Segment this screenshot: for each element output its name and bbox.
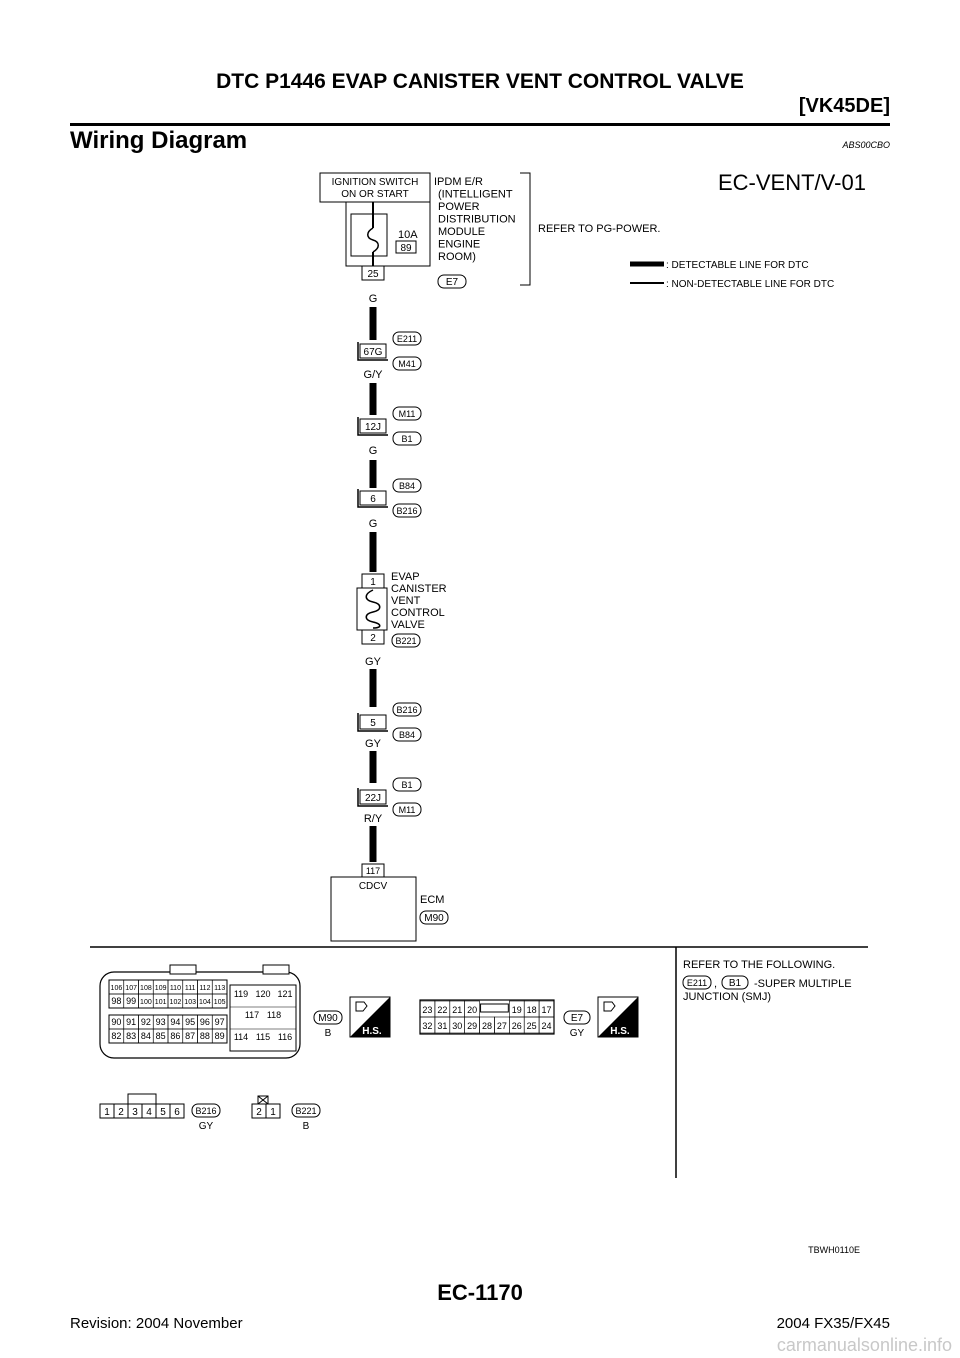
junction-connector-top: B216 [396, 705, 418, 715]
junction-terminal: 5 [370, 718, 376, 729]
junction-connector-bottom: B1 [401, 434, 413, 444]
refer-title: REFER TO THE FOLLOWING. [683, 959, 836, 971]
m90-pin: 115 [255, 1032, 271, 1042]
junction-connector-bottom: B216 [396, 506, 418, 516]
ipdm-bracket [520, 173, 530, 285]
m90-pin: 105 [213, 999, 226, 1006]
m90-pin: 100 [140, 999, 152, 1006]
m90-pin: 93 [155, 1017, 166, 1027]
junction-connector [358, 407, 421, 445]
e7-pin: 22 [437, 1005, 448, 1015]
b216-key [128, 1094, 156, 1104]
m90-pin: 106 [110, 985, 123, 992]
junction-connector [358, 479, 421, 517]
engine-tag: [VK45DE] [798, 95, 890, 117]
m90-pin: 110 [169, 985, 181, 992]
svg-text:H.S.: H.S. [362, 1026, 382, 1037]
m90-pin: 116 [277, 1032, 293, 1042]
e7-pin: 26 [511, 1021, 522, 1031]
m90-pin: 82 [111, 1031, 122, 1041]
junction-terminal: 6 [370, 494, 376, 505]
m90-pin: 117 [244, 1010, 260, 1020]
valve-pin-1: 1 [370, 577, 376, 588]
ipdm-label-line: ENGINE [438, 238, 481, 251]
wire-color-label: GY [365, 656, 381, 668]
section-title: Wiring Diagram [70, 127, 248, 154]
connector-b216 [100, 1104, 184, 1118]
junction-connector-top: B1 [401, 780, 413, 790]
e7-pin-grid [420, 1001, 554, 1033]
ipdm-label-line: MODULE [438, 226, 486, 238]
b221-pin: 1 [270, 1107, 276, 1118]
m90-pin: 83 [126, 1031, 137, 1041]
m90-pin: 96 [199, 1017, 210, 1027]
wire-color-label: R/Y [363, 813, 383, 825]
valve-label-line: VALVE [391, 619, 425, 631]
model: 2004 FX35/FX45 [776, 1315, 890, 1332]
m90-pin: 85 [155, 1031, 166, 1041]
valve-label-line: CONTROL [391, 607, 445, 619]
m90-pin: 95 [185, 1017, 196, 1027]
m90-pin: 97 [214, 1017, 225, 1027]
ecm-terminal: 117 [365, 866, 381, 876]
section-code: ABS00CBO [842, 140, 890, 150]
e7-pin: 19 [511, 1005, 522, 1015]
ipdm-label-line: IPDM E/R [434, 176, 483, 188]
junction-connector [358, 703, 421, 741]
m90-pin: 98 [111, 996, 122, 1006]
e7-pin: 23 [422, 1005, 433, 1015]
valve-body [357, 588, 387, 630]
b216-color: GY [198, 1121, 214, 1132]
figure-code: TBWH0110E [808, 1245, 860, 1255]
watermark: carmanualsonline.info [776, 1335, 952, 1355]
valve-label-line: EVAP [391, 571, 420, 583]
b216-pin: 2 [118, 1107, 124, 1118]
valve-label [391, 571, 447, 631]
wire-color-label: G/Y [363, 369, 383, 381]
m90-pin: 104 [199, 999, 211, 1006]
b221-name: B221 [295, 1106, 317, 1116]
wire-color-label: GY [365, 738, 381, 750]
m90-pin: 91 [126, 1017, 137, 1027]
ipdm-label-line: ROOM) [438, 251, 476, 263]
ignition-label-1: IGNITION SWITCH [331, 177, 419, 188]
m90-pin: 118 [266, 1010, 282, 1020]
b221-key-icon [258, 1096, 268, 1104]
m90-name: M90 [318, 1013, 338, 1024]
wire-color-label: G [368, 293, 378, 305]
valve-label-line: VENT [391, 595, 421, 607]
b216-pin: 1 [104, 1107, 110, 1118]
wire-color-label: G [368, 518, 378, 530]
e7-pin: 25 [526, 1021, 537, 1031]
m90-pin: 107 [125, 985, 137, 992]
ipdm-label-line: POWER [438, 201, 480, 213]
fuse-number: 89 [400, 243, 412, 254]
b221-pin: 2 [256, 1107, 262, 1118]
b216-pin: 5 [160, 1107, 166, 1118]
ipdm-terminal: 25 [367, 269, 379, 280]
m90-pin: 113 [214, 985, 226, 992]
e7-pin: 20 [467, 1005, 478, 1015]
e7-name: E7 [570, 1013, 584, 1024]
refer-power: REFER TO PG-POWER. [538, 223, 661, 235]
m90-pin: 87 [185, 1031, 196, 1041]
junction-connector-top: E211 [396, 334, 418, 344]
b216-pin: 3 [132, 1107, 138, 1118]
e7-pin: 24 [541, 1021, 552, 1031]
refer-conn2: B1 [728, 978, 742, 989]
e7-pin: 30 [452, 1021, 463, 1031]
ipdm-label-line: DISTRIBUTION [438, 213, 516, 226]
m90-pin: 103 [184, 999, 196, 1006]
e7-pin: 18 [526, 1005, 537, 1015]
m90-pin: 119 [233, 989, 249, 999]
ipdm-label-line: (INTELLIGENT [438, 188, 513, 201]
m90-pin: 109 [154, 985, 167, 992]
junction-connector-top: M11 [398, 409, 416, 419]
junction-terminal: 12J [364, 422, 382, 433]
svg-text:H.S.: H.S. [610, 1026, 630, 1037]
m90-pin: 101 [154, 999, 167, 1006]
m90-color: B [324, 1028, 332, 1039]
page-title: DTC P1446 EVAP CANISTER VENT CONTROL VALVE [216, 70, 744, 93]
e7-pin: 21 [452, 1005, 463, 1015]
junction-terminal: 22J [364, 793, 382, 804]
b221-color: B [302, 1121, 310, 1132]
wire-color-label: G [368, 445, 378, 457]
e7-pin: 29 [467, 1021, 478, 1031]
ipdm-connector: E7 [445, 277, 459, 288]
b216-pin: 4 [146, 1107, 152, 1118]
m90-pin: 121 [277, 989, 293, 999]
m90-pin: 86 [170, 1031, 181, 1041]
refer-sep: , [714, 978, 718, 990]
m90-pin-right [230, 985, 296, 1051]
junction-connector [358, 778, 421, 816]
fuse-holder [351, 214, 387, 256]
revision: Revision: 2004 November [70, 1315, 243, 1332]
refer-desc-1: -SUPER MULTIPLE [754, 978, 852, 990]
diagram-id: EC-VENT/V-01 [718, 170, 866, 195]
ecm-signal: CDCV [358, 881, 388, 892]
junction-connector-bottom: B84 [398, 730, 416, 740]
b216-pin: 6 [174, 1107, 180, 1118]
e7-pin: 32 [422, 1021, 433, 1031]
hs-icon [598, 997, 638, 1037]
valve-label-line: CANISTER [391, 583, 447, 595]
refer-conn1: E211 [686, 978, 708, 988]
m90-pin: 114 [233, 1032, 249, 1042]
ipdm-label [434, 176, 516, 263]
refer-desc-2: JUNCTION (SMJ) [683, 991, 771, 1003]
e7-pin: 28 [481, 1021, 493, 1031]
junction-terminal: 67G [363, 347, 383, 358]
m90-pin: 89 [214, 1031, 225, 1041]
valve-pin-2: 2 [370, 633, 376, 644]
m90-pin: 84 [140, 1031, 151, 1041]
fuse-rating: 10A [398, 229, 418, 241]
e7-key [481, 1004, 509, 1012]
valve-connector: B221 [395, 636, 417, 646]
legend-detectable-label: : DETECTABLE LINE FOR DTC [666, 260, 809, 271]
junction-connector [358, 332, 421, 370]
ignition-label-2: ON OR START [341, 189, 409, 200]
e7-color: GY [569, 1028, 585, 1039]
junction-connector-bottom: M11 [398, 805, 416, 815]
e7-pin: 31 [437, 1021, 448, 1031]
page-number: EC-1170 [437, 1280, 523, 1305]
b216-name: B216 [195, 1106, 217, 1116]
e7-pin: 27 [496, 1021, 507, 1031]
m90-pin: 94 [170, 1017, 181, 1027]
m90-pin: 112 [199, 985, 211, 992]
m90-pin: 92 [140, 1017, 151, 1027]
m90-pin: 90 [111, 1017, 122, 1027]
m90-pin: 108 [140, 985, 152, 992]
ecm-label: ECM [420, 894, 445, 906]
m90-pin: 111 [184, 985, 196, 992]
m90-pin: 88 [199, 1031, 210, 1041]
connector-b221 [252, 1104, 280, 1118]
e7-pin: 17 [541, 1005, 552, 1015]
m90-pin: 102 [169, 999, 182, 1006]
legend-non-detectable-label: : NON-DETECTABLE LINE FOR DTC [666, 279, 835, 290]
m90-pin: 99 [126, 996, 137, 1006]
junction-connector-bottom: M41 [398, 359, 416, 369]
junction-connector-top: B84 [398, 481, 416, 491]
hs-icon [350, 997, 390, 1037]
ecm-connector: M90 [424, 913, 444, 924]
m90-pin: 120 [255, 989, 271, 999]
